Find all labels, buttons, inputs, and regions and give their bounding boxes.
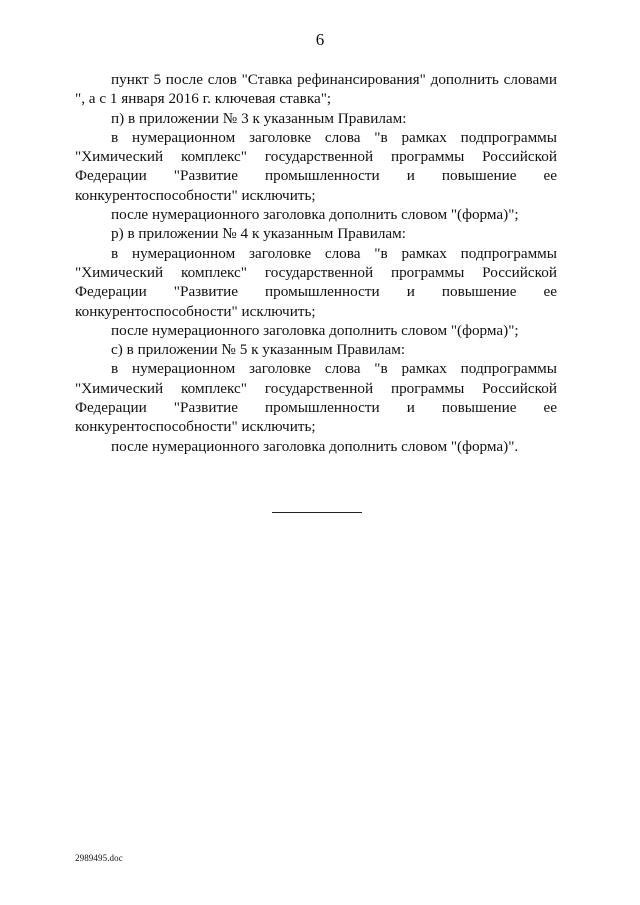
paragraph-add-form-4: после нумерационного заголовка дополнить словом "(форма)"; xyxy=(111,321,519,339)
footer-doc-code: 2989495.doc xyxy=(75,853,123,863)
paragraph-heading-change-5: в нумерационном заголовке слова "в рамках подпрограммы "Химический комплекс" государственной программы Российской Федерации "Развитие промышленности и повышение ее конкурентоспособности" исключить; xyxy=(75,360,557,436)
paragraph-heading-change-4: в нумерационном заголовке слова "в рамках подпрограммы "Химический комплекс" государственной программы Российской Федерации "Развитие промышленности и повышение ее конкурентоспособности" исключить; xyxy=(75,244,557,320)
paragraph-item-r: р) в приложении № 4 к указанным Правилам: xyxy=(111,225,406,243)
paragraph-item-p: п) в приложении № 3 к указанным Правилам: xyxy=(111,109,407,127)
end-separator-line xyxy=(272,512,362,513)
page-number: 6 xyxy=(315,30,325,49)
document-body xyxy=(75,70,557,456)
paragraph-add-form-3: после нумерационного заголовка дополнить словом "(форма)"; xyxy=(111,206,519,224)
paragraph-heading-change-3: в нумерационном заголовке слова "в рамках подпрограммы "Химический комплекс" государственной программы Российской Федерации "Развитие промышленности и повышение ее конкурентоспособности" исключить; xyxy=(75,128,557,204)
paragraph-item-s: с) в приложении № 5 к указанным Правилам: xyxy=(111,341,406,359)
paragraph-amendment-5: пункт 5 после слов "Ставка рефинансирования" дополнить словами ", а с 1 января 2016 г. ключевая ставка"; xyxy=(75,71,557,108)
paragraph-add-form-5: после нумерационного заголовка дополнить словом "(форма)". xyxy=(111,437,519,455)
